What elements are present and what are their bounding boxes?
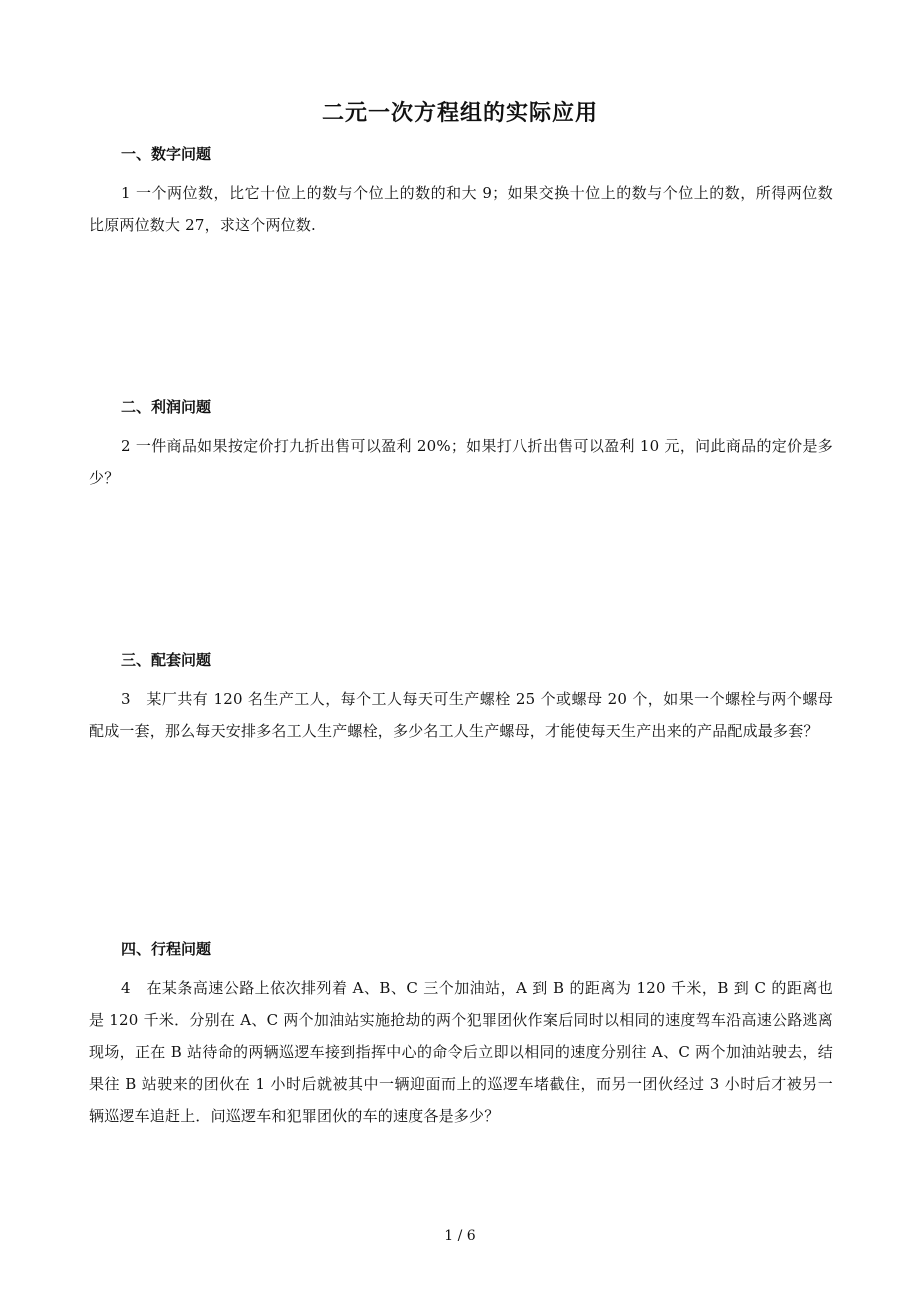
problem-text xyxy=(89,430,833,494)
problem-text xyxy=(89,177,833,241)
problem-number: 3 xyxy=(121,690,131,708)
problem-number: 1 xyxy=(121,184,131,202)
problem-body: 某厂共有 120 名生产工人，每个工人每天可生产螺栓 25 个或螺母 20 个，如果一个螺栓与两个螺母配成一套，那么每天安排多名工人生产螺栓，多少名工人生产螺母，才能使每天生产出来的产品配成最多套？ xyxy=(89,690,833,740)
section-heading: 三、配套问题 xyxy=(121,651,212,669)
section-number-problem xyxy=(89,144,833,241)
section-heading: 二、利润问题 xyxy=(121,398,212,416)
problem-text xyxy=(89,683,833,747)
section-matching-problem xyxy=(89,650,833,747)
problem-body: 一件商品如果按定价打九折出售可以盈利 20%；如果打八折出售可以盈利 10 元，问此商品的定价是多少？ xyxy=(89,437,833,487)
problem-body: 在某条高速公路上依次排列着 A、B、C 三个加油站，A 到 B 的距离为 120 千米，B 到 C 的距离也是 120 千米．分别在 A、C 两个加油站实施抢劫的两个犯罪团伙作案后同时以相同的速度驾车沿高速公路逃离现场，正在 B 站待命的两辆巡逻车接到指挥中心的命令后立即以相同的速度分别往 A、C 两个加油站驶去，结果往 B 站驶来的团伙在 1 小时后就被其中一辆迎面而上的巡逻车堵截住，而另一团伙经过 3 小时后才被另一辆巡逻车追赶上．问巡逻车和犯罪团伙的车的速度各是多少？ xyxy=(89,979,833,1125)
section-heading: 一、数字问题 xyxy=(121,145,212,163)
section-travel-problem xyxy=(89,939,833,1132)
problem-number: 4 xyxy=(121,979,131,997)
page-title: 二元一次方程组的实际应用 xyxy=(321,101,598,126)
problem-number: 2 xyxy=(121,437,131,455)
problem-body: 一个两位数，比它十位上的数与个位上的数的和大 9；如果交换十位上的数与个位上的数，所得两位数比原两位数大 27，求这个两位数. xyxy=(89,184,833,234)
section-profit-problem xyxy=(89,397,833,494)
section-heading: 四、行程问题 xyxy=(121,940,212,958)
problem-text xyxy=(89,972,833,1132)
page-indicator: 1 / 6 xyxy=(444,1228,476,1244)
